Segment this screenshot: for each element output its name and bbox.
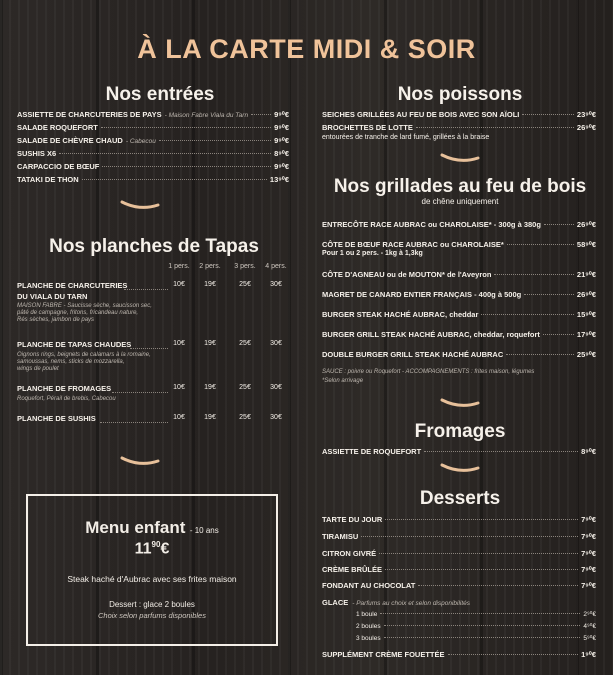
- tapas-desc: pâté de campagne, fritons, fricandeau nature,: [17, 310, 139, 316]
- tapas-label: PLANCHE DE FROMAGES: [17, 384, 112, 393]
- entrees-title: Nos entrées: [105, 84, 215, 105]
- col-1-pers: 1 pers.: [168, 263, 190, 270]
- price-4: 30€: [270, 384, 282, 391]
- grillades-title: Nos grillades au feu de bois: [333, 176, 587, 197]
- list-item: BROCHETTES DE LOTTE 26⁹⁰€: [322, 123, 596, 132]
- swoosh-divider: [440, 398, 480, 408]
- list-item: 1 boule 2⁹⁰€: [356, 611, 596, 618]
- fromages-title: Fromages: [414, 421, 506, 442]
- tapas-desc: wings de poulet: [17, 366, 59, 372]
- tapas-desc: Roquefort, Pérail de brebis, Cabecou: [17, 396, 116, 402]
- list-item: 3 boules 5⁹⁰€: [356, 635, 596, 642]
- price-3: 25€: [239, 281, 251, 288]
- tapas-label-2: DU VIALA DU TARN: [17, 292, 88, 301]
- list-item: TARTE DU JOUR 7⁹⁰€: [322, 515, 596, 524]
- list-item: SALADE DE CHÈVRE CHAUD - Cabecou 9⁹⁰€: [17, 136, 289, 145]
- poissons-note: entourées de tranche de lard fumé, grillées à la braise: [322, 134, 490, 141]
- tapas-desc: Oignons rings, beignets de calamars à la romaine,: [17, 352, 151, 358]
- price-1: 10€: [173, 414, 185, 421]
- menu-enfant-line2: Dessert : glace 2 boules: [109, 600, 195, 609]
- grillades-footnote: *Selon arrivage: [322, 378, 364, 384]
- col-4-pers: 4 pers.: [265, 263, 287, 270]
- poissons-title: Nos poissons: [397, 84, 523, 105]
- swoosh-divider: [120, 200, 160, 210]
- price-3: 25€: [239, 414, 251, 421]
- swoosh-divider: [120, 456, 160, 466]
- list-item: CÔTE D'AGNEAU ou de MOUTON* de l'Aveyron 21⁹⁰€: [322, 270, 596, 279]
- menu-enfant-box: [26, 494, 278, 646]
- list-item: ASSIETTE DE CHARCUTERIES DE PAYS - Maison Fabre Viala du Tarn 9⁹⁰€: [17, 110, 289, 119]
- list-item: FONDANT AU CHOCOLAT 7⁹⁰€: [322, 581, 596, 590]
- page-title: À LA CARTE MIDI & SOIR: [137, 34, 476, 64]
- price-1: 10€: [173, 384, 185, 391]
- price-2: 19€: [204, 281, 216, 288]
- list-item: MAGRET DE CANARD ENTIER FRANÇAIS - 400g à 500g 26⁹⁰€: [322, 290, 596, 299]
- list-item: CRÈME BRÛLÉE 7⁹⁰€: [322, 565, 596, 574]
- swoosh-divider: [440, 153, 480, 163]
- list-item: CARPACCIO DE BŒUF 9⁹⁰€: [17, 162, 289, 171]
- price-4: 30€: [270, 281, 282, 288]
- price-4: 30€: [270, 414, 282, 421]
- list-item: BURGER GRILL STEAK HACHÉ AUBRAC, cheddar, roquefort 17⁹⁰€: [322, 330, 596, 339]
- list-item: ENTRECÔTE RACE AUBRAC ou CHAROLAISE* - 300g à 380g 26⁹⁰€: [322, 220, 596, 229]
- list-item: BURGER STEAK HACHÉ AUBRAC, cheddar 15⁹⁰€: [322, 310, 596, 319]
- list-item: SUSHIS X6 8⁹⁰€: [17, 149, 289, 158]
- tapas-label: PLANCHE DE CHARCUTERIES: [17, 281, 128, 290]
- tapas-label: PLANCHE DE TAPAS CHAUDES: [17, 340, 132, 349]
- price-2: 19€: [204, 384, 216, 391]
- menu-enfant-line3: Choix selon parfums disponibles: [98, 611, 206, 620]
- price-2: 19€: [204, 414, 216, 421]
- grillades-footnote: SAUCE : poivre ou Roquefort - ACCOMPAGNEMENTS : frites maison, légumes: [322, 369, 535, 375]
- list-item: DOUBLE BURGER GRILL STEAK HACHÉ AUBRAC 25⁹⁰€: [322, 350, 596, 359]
- price-4: 30€: [270, 340, 282, 347]
- price-1: 10€: [173, 281, 185, 288]
- tapas-title: Nos planches de Tapas: [49, 236, 259, 257]
- list-item: ASSIETTE DE ROQUEFORT 8⁹⁰€: [322, 447, 596, 456]
- grillades-subtitle: de chêne uniquement: [421, 197, 499, 206]
- col-3-pers: 3 pers.: [234, 263, 256, 270]
- list-item: SEICHES GRILLÉES AU FEU DE BOIS AVEC SON AÏOLI 23⁹⁰€: [322, 110, 596, 119]
- grillades-item-detail: Pour 1 ou 2 pers. - 1kg à 1,3kg: [322, 250, 423, 257]
- price-2: 19€: [204, 340, 216, 347]
- tapas-desc: MAISON FABRE - Saucisse sèche, saucisson sec,: [17, 303, 152, 309]
- glace-label: GLACE - Parfums au choix et selon disponibilités: [322, 598, 471, 607]
- swoosh-divider: [440, 463, 480, 473]
- menu-enfant-title: Menu enfant: [85, 518, 186, 537]
- price-3: 25€: [239, 384, 251, 391]
- tapas-desc: Rés sèches, jambon de pays: [17, 317, 95, 323]
- menu-enfant-age: - 10 ans: [189, 526, 219, 535]
- list-item: SUPPLÉMENT CRÈME FOUETTÉE 1⁹⁰€: [322, 650, 596, 659]
- desserts-title: Desserts: [419, 488, 501, 509]
- list-item: TATAKI DE THON 13⁹⁰€: [17, 175, 289, 184]
- menu-enfant-line1: Steak haché d'Aubrac avec ses frites maison: [67, 574, 237, 584]
- price-3: 25€: [239, 340, 251, 347]
- menu-enfant-price: $11^{90}€$: [134, 540, 170, 558]
- list-item: CITRON GIVRÉ 7⁹⁰€: [322, 549, 596, 558]
- list-item: 2 boules 4⁹⁰€: [356, 623, 596, 630]
- list-item: TIRAMISU 7⁹⁰€: [322, 532, 596, 541]
- tapas-label: PLANCHE DE SUSHIS: [17, 414, 96, 423]
- price-1: 10€: [173, 340, 185, 347]
- tapas-desc: samoussas, nems, sticks de mozzarella,: [17, 359, 125, 365]
- col-2-pers: 2 pers.: [199, 263, 221, 270]
- list-item: SALADE ROQUEFORT 9⁹⁰€: [17, 123, 289, 132]
- list-item: CÔTE DE BŒUF RACE AUBRAC ou CHAROLAISE* 58⁹⁰€: [322, 240, 596, 249]
